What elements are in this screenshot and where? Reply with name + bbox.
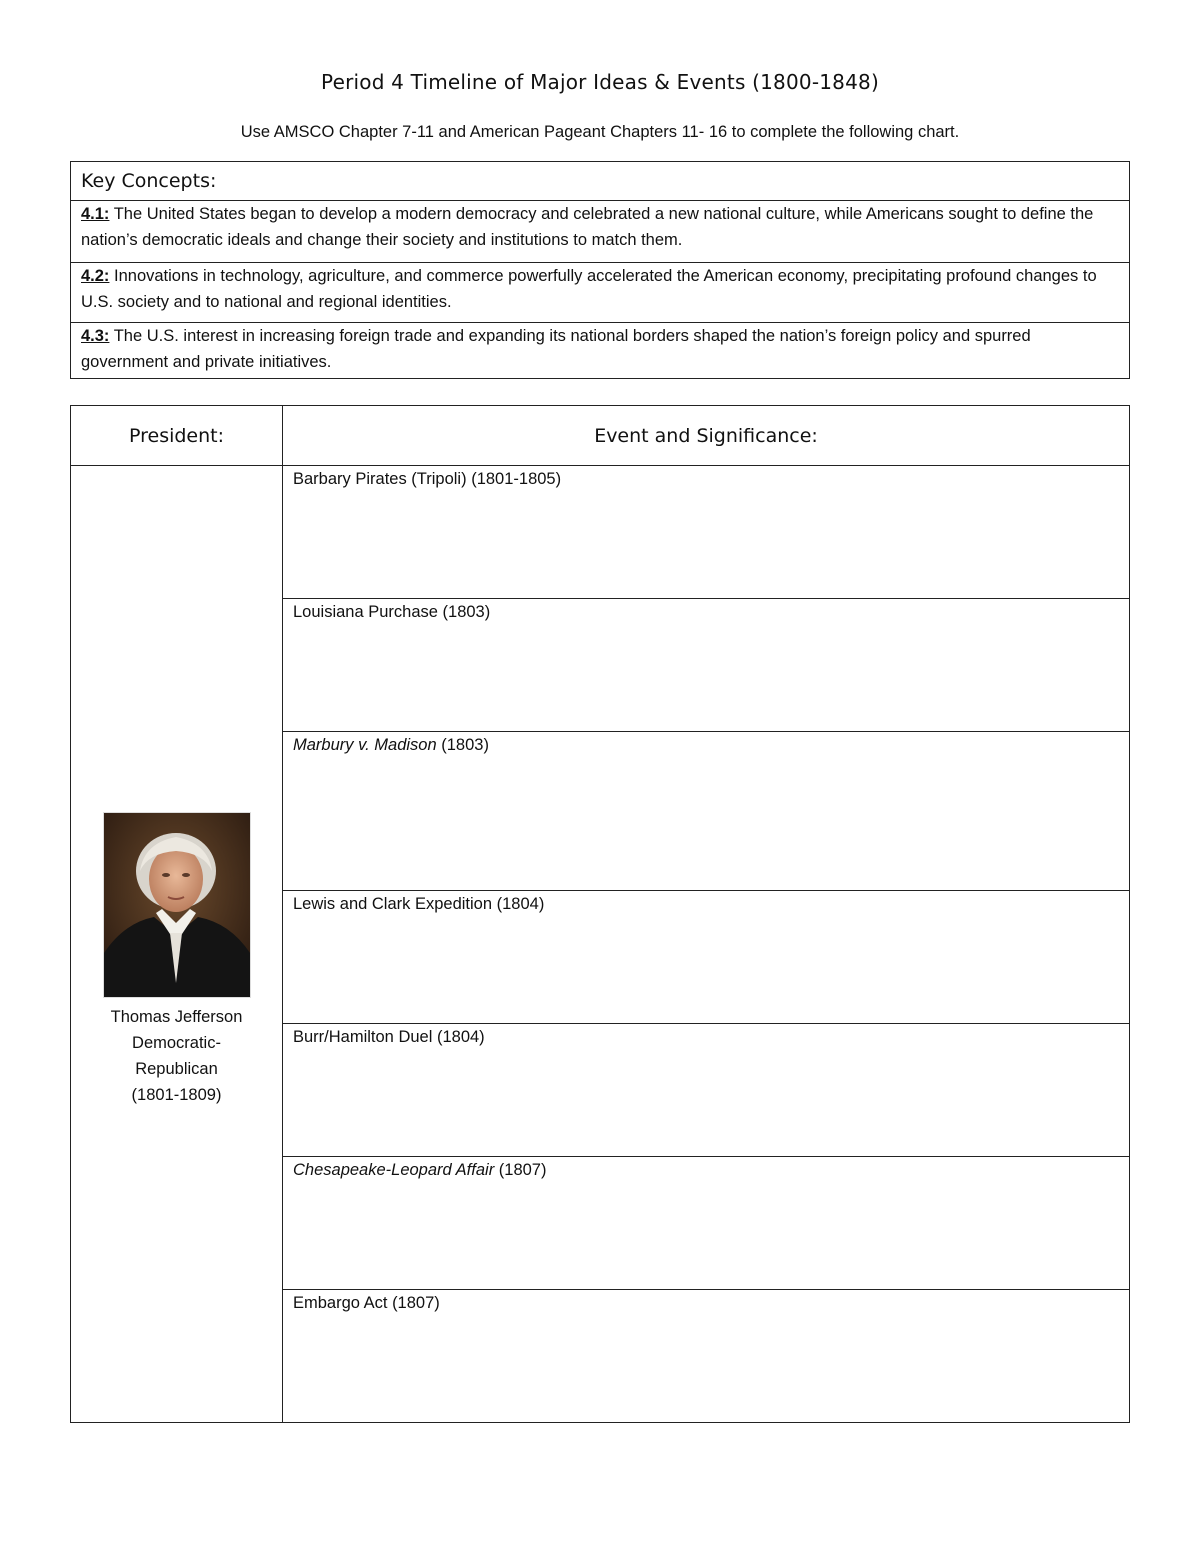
concept-text: The U.S. interest in increasing foreign trade and expanding its national borders shaped the nation’s foreign policy and spurred government and private initiatives. xyxy=(81,327,1031,371)
concept-text: Innovations in technology, agriculture, and commerce powerfully accelerated the American economy, precipitating profound changes to U.S. society and to national and regional identities. xyxy=(81,267,1097,311)
event-title: Louisiana Purchase xyxy=(293,603,438,621)
event-cell[interactable] xyxy=(283,1157,1130,1290)
concept-code: 4.3: xyxy=(81,327,110,345)
concept-text: The United States began to develop a modern democracy and celebrated a new national culture, while Americans sought to define the nation’s democratic ideals and change their society and institutions to match them. xyxy=(81,205,1094,249)
event-cell[interactable] xyxy=(283,732,1130,891)
jefferson-portrait xyxy=(103,812,251,998)
event-date: (1807) xyxy=(498,1161,547,1179)
event-title: Lewis and Clark Expedition xyxy=(293,895,493,913)
key-concepts-heading: Key Concepts: xyxy=(71,162,1130,201)
concept-code: 4.1: xyxy=(81,205,110,223)
timeline-table xyxy=(70,405,1130,1423)
event-title: Embargo Act xyxy=(293,1294,388,1312)
president-term: (1801-1809) xyxy=(131,1086,222,1104)
president-party-line2: Republican xyxy=(135,1060,218,1078)
event-cell[interactable] xyxy=(283,1290,1130,1423)
instructions: Use AMSCO Chapter 7-11 and American Pageant Chapters 11- 16 to complete the following chart. xyxy=(240,123,960,141)
event-date: (1803) xyxy=(441,736,489,754)
event-cell[interactable] xyxy=(283,891,1130,1024)
event-cell[interactable] xyxy=(283,599,1130,732)
event-title: Barbary Pirates (Tripoli) xyxy=(293,470,467,488)
event-date: (1807) xyxy=(392,1294,440,1312)
key-concepts-table xyxy=(70,161,1130,379)
event-date: (1801-1805) xyxy=(471,470,562,488)
event-date: (1804) xyxy=(496,895,545,913)
concept-4-2 xyxy=(71,263,1130,323)
president-header: President: xyxy=(71,406,283,466)
concept-4-1 xyxy=(71,201,1130,263)
president-name: Thomas Jefferson xyxy=(110,1008,243,1026)
event-title-italic: Marbury v. Madison xyxy=(293,736,437,754)
event-date: (1803) xyxy=(442,603,491,621)
event-cell[interactable] xyxy=(283,466,1130,599)
concept-code: 4.2: xyxy=(81,267,110,285)
page-title: Period 4 Timeline of Major Ideas & Events (1800-1848) xyxy=(321,70,879,94)
event-date: (1804) xyxy=(436,1028,485,1046)
event-cell[interactable] xyxy=(283,1024,1130,1157)
event-header: Event and Significance: xyxy=(283,406,1130,466)
president-cell xyxy=(71,466,283,1423)
president-party-line1: Democratic- xyxy=(132,1034,221,1052)
concept-4-3 xyxy=(71,323,1130,379)
event-title: Burr/Hamilton Duel xyxy=(293,1028,433,1046)
event-title-italic: Chesapeake-Leopard Affair xyxy=(293,1161,495,1179)
